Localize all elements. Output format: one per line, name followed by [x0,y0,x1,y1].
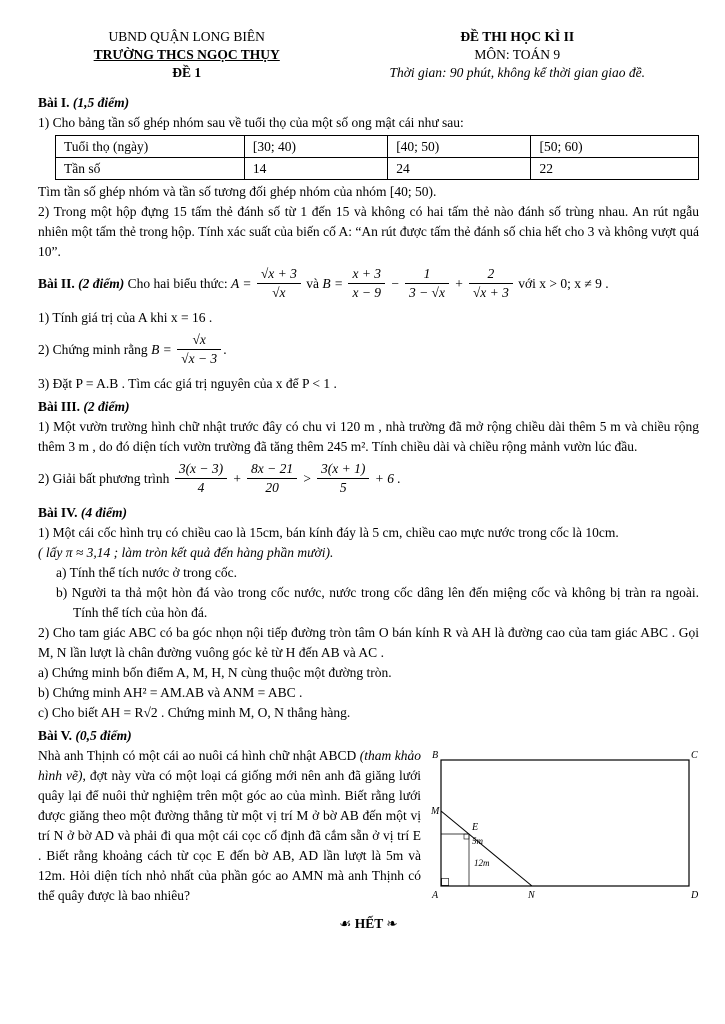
bai3-q1: 1) Một vườn trường hình chữ nhật trước đây có chu vi 120 m , nhà trường đã mở rộng chiều dài thêm 5 m và chiều rộng thêm 3 m , do đó diện tích vườn trường đã tăng thêm 245 m². Tính chiều dài và chiều rộng mảnh vườn lúc đầu. [38,419,699,455]
section-bai1 [38,93,699,262]
bai4-q1b: b) Người ta thả một hòn đá vào trong cốc nước, nước trong cốc dâng lên đến miệng cốc và không bị tràn ra ngoài. Tính thể tích của hòn đá. [56,585,699,621]
bai5-text2: (tham khảo hình vẽ) [38,748,421,783]
fraction-numerator: 1 [405,265,449,284]
fraction-1 [175,460,227,496]
bai2-condition: với x > 0; x ≠ 9 . [518,276,609,292]
section-bai5 [38,726,699,906]
operator-minus: − [390,276,400,292]
exam-title-block [335,28,699,81]
fraction-numerator: 2 [469,265,513,284]
bai2-points: (2 điểm) [78,276,125,292]
fraction-denominator: x − 9 [352,284,382,300]
fraction-numerator: 3(x + 1) [317,460,369,479]
fraction-numerator: √x + 3 [257,265,301,284]
bai1-q2: 2) Trong một hộp đựng 15 tấm thẻ đánh số từ 1 đến 15 và không có hai tấm thẻ nào đánh số trùng nhau. An rút ngẫu nhiên một tấm thẻ trong hộp. Tính xác suất của biến cố A: “An rút được tấm thẻ đánh số chia hết cho 3 và không vượt quá 10”. [38,204,699,260]
fraction-denominator: √x − 3 [181,350,218,366]
exprB-lhs: B = [322,276,344,292]
fraction-B3 [469,265,513,301]
bai4-heading [38,503,699,523]
fraction-denominator: 4 [197,479,205,495]
bai4-q2: 2) Cho tam giác ABC có ba góc nhọn nội tiếp đường tròn tâm O bán kính R và AH là đường cao của tam giác ABC . Gọi M, N lần lượt là chân đường vuông góc kẻ từ H đến AB và AC . [38,625,699,661]
table-cell: 14 [244,158,387,180]
fraction-numerator: 3(x − 3) [175,460,227,479]
label-12m: 12m [474,858,490,868]
fraction-numerator: √x [177,331,221,350]
fraction-A [257,265,301,301]
fraction-numerator: 8x − 21 [247,460,297,479]
ineq-tail: + 6 . [374,471,401,487]
bai2-heading-line [38,267,699,303]
bai1-q1-task: Tìm tần số ghép nhóm và tần số tương đối ghép nhóm của nhóm [40; 50). [38,184,437,200]
right-angle-mark-A [442,878,449,885]
label-C: C [691,750,698,761]
table-row [56,136,699,158]
right-angle-mark-E [464,834,469,839]
bai4-q1: 1) Một cái cốc hình trụ có chiều cao là 15cm, bán kính đáy là 5 cm, chiều cao mực nước trong cốc là 10cm. [38,525,619,541]
fraction-B1 [348,265,385,301]
bai3-q2-pre: 2) Giải bất phương trình [38,471,170,487]
fraction-denominator: √x [272,284,286,300]
fraction-3 [317,460,369,496]
label-A: A [432,890,439,900]
fraction-numerator: x + 3 [348,265,385,284]
pond-figure [431,748,699,900]
label-N: N [528,890,535,900]
operator-plus: + [454,276,464,292]
bai1-points: (1,5 điểm) [72,95,130,111]
exam-header [38,28,699,81]
bai2-q1: 1) Tính giá trị của A khi x = 16 . [38,310,213,326]
ornament-right-icon: ❧ [386,915,398,932]
bai4-q2c: c) Cho biết AH = R√2 . Chứng minh M, O, N thẳng hàng. [38,705,351,721]
end-marker [38,914,699,935]
table-cell: [50; 60) [531,136,699,158]
net-line-MN [441,811,532,886]
school-name: TRƯỜNG THCS NGỌC THỤY [93,46,280,62]
fraction-denominator: 5 [339,479,347,495]
bai2-connector: và [306,276,319,292]
fraction-denominator: √x + 3 [472,284,509,300]
end-text: HẾT [354,915,384,931]
ornament-left-icon: ☙ [339,915,352,932]
table-cell: 22 [531,158,699,180]
operator-plus: + [232,471,242,487]
table-cell: [30; 40) [244,136,387,158]
table-cell: 24 [388,158,531,180]
exam-code: ĐỀ 1 [172,64,202,80]
label-D: D [691,890,699,900]
bai2-q2-post: . [223,342,227,358]
fraction-2 [247,460,297,496]
bai5-heading [38,726,699,746]
label-5m: 5m [472,836,483,846]
fraction-B2 [405,265,449,301]
table-cell: Tần số [56,158,245,180]
label-E: E [472,822,479,833]
bai5-text3: , đợt này vừa có một loại cá giống mới nên anh đã giăng lưới quây lại để nuôi thử nghiệm trên một góc ao của mình. Biết rằng lưới được giăng theo một đường thẳng từ một vị trí M ở bờ AB đến một vị trí N ở bờ AD và phải đi qua một cái cọc cố định đã cắm sẵn ở vị trí E . Biết rằng khoảng cách từ cọc E đến bờ AB, AD lần lượt là 5m và 12m. Hỏi diện tích nhỏ nhất của phần góc ao AMN mà anh Thịnh có thể quây được là bao nhiêu? [38,767,421,903]
bai4-q2a: a) Chứng minh bốn điểm A, M, H, N cùng thuộc một đường tròn. [38,665,392,681]
bai2-title: Bài II. [38,276,75,292]
exam-title: ĐỀ THI HỌC KÌ II [460,29,575,44]
table-cell: Tuổi thọ (ngày) [56,136,245,158]
fraction-denominator: 3 − √x [408,284,445,300]
bai5-title: Bài V. [38,728,73,744]
fraction-B-simplified [177,331,221,367]
exprB2-lhs: B = [151,342,172,358]
bai5-text1: Nhà anh Thịnh có một cái ao nuôi cá hình chữ nhật ABCD [38,748,357,763]
frequency-table [55,135,699,180]
table-row [56,158,699,180]
section-bai4 [38,503,699,723]
bai2-q2-line [38,333,699,369]
bai1-heading [38,93,699,113]
bai5-points: (0,5 điểm) [75,728,132,744]
exam-duration: Thời gian: 90 phút, không kể thời gian giao đề. [389,64,645,80]
label-B: B [432,750,439,761]
section-bai3 [38,397,699,498]
issuer-org: UBND QUẬN LONG BIÊN [108,29,265,44]
bai3-heading [38,397,699,417]
bai3-q2-line [38,462,699,498]
bai2-intro: Cho hai biểu thức: [127,276,228,292]
table-cell: [40; 50) [388,136,531,158]
bai4-title: Bài IV. [38,505,78,521]
exprA-lhs: A = [230,276,252,292]
operator-greater: > [302,471,312,487]
bai4-q1-note: ( lấy π ≈ 3,14 ; làm tròn kết quả đến hàng phần mười). [38,545,334,561]
bai5-body [38,746,699,906]
exam-subject: MÔN: TOÁN 9 [474,46,561,62]
bai3-points: (2 điểm) [83,399,130,415]
bai4-q2b: b) Chứng minh AH² = AM.AB và ANM = ABC . [38,685,303,701]
bai2-q2-pre: 2) Chứng minh rằng [38,342,148,358]
bai4-q1a: a) Tính thể tích nước ở trong cốc. [56,565,238,581]
issuer-block [38,28,335,81]
bai3-title: Bài III. [38,399,81,415]
label-M: M [431,806,440,817]
fraction-denominator: 20 [265,479,279,495]
bai1-q1-intro: 1) Cho bảng tần số ghép nhóm sau về tuổi thọ của một số ong mật cái như sau: [38,115,464,131]
bai4-points: (4 điểm) [80,505,128,521]
section-bai2 [38,267,699,394]
bai2-q3: 3) Đặt P = A.B . Tìm các giá trị nguyên của x để P < 1 . [38,376,337,392]
bai1-title: Bài I. [38,95,70,111]
